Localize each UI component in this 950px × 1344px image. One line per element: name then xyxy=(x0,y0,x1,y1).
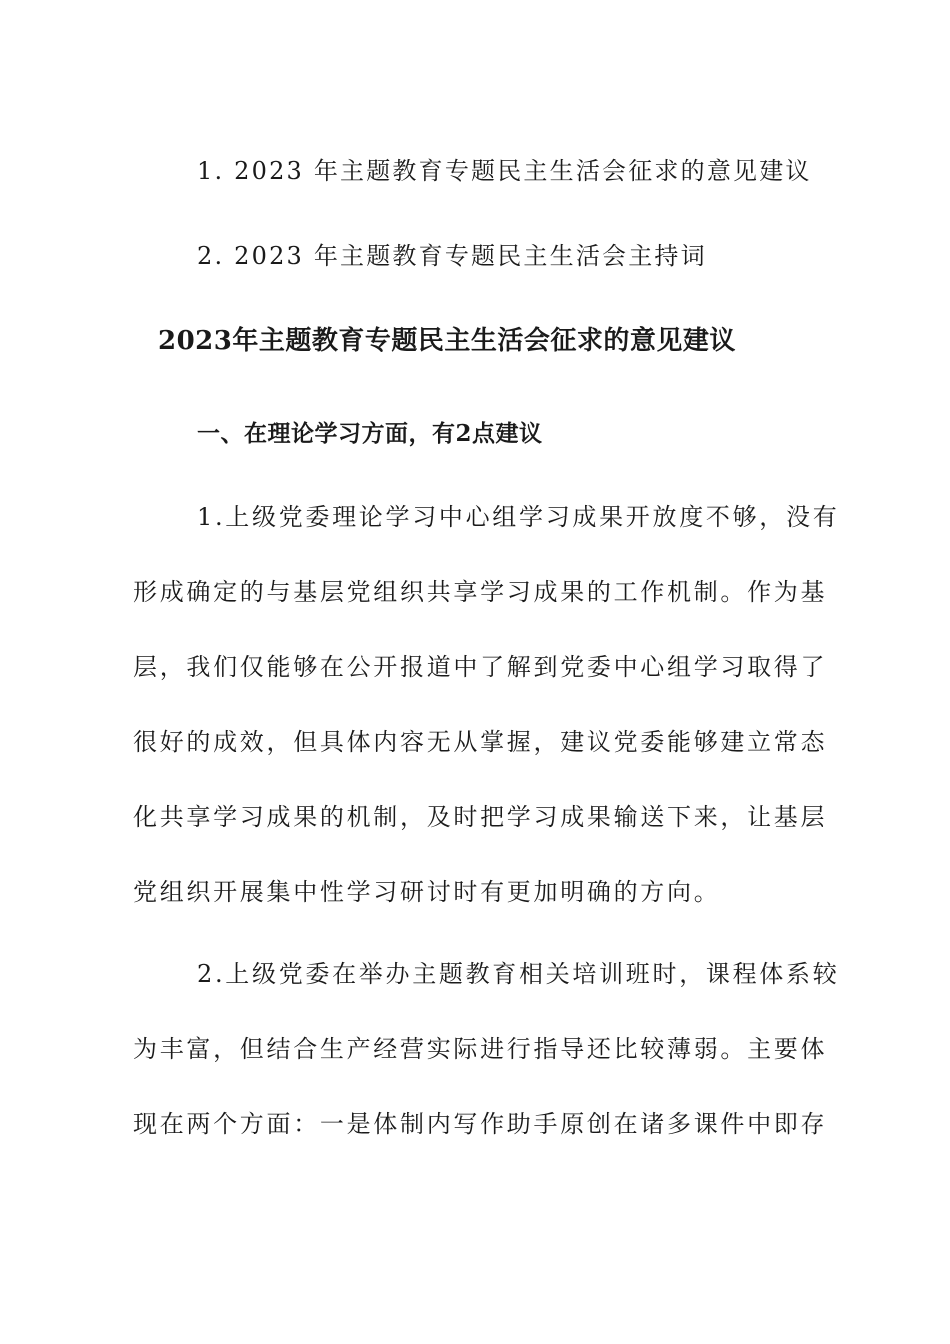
paragraph-line: 层，我们仅能够在公开报道中了解到党委中心组学习取得了 xyxy=(133,653,828,681)
document-title: 2023年主题教育专题民主生活会征求的意见建议 xyxy=(158,326,736,356)
paragraph-line: 形成确定的与基层党组织共享学习成果的工作机制。作为基 xyxy=(133,578,828,606)
toc-item-1: 1. 2023 年主题教育专题民主生活会征求的意见建议 xyxy=(197,157,812,185)
paragraph-line: 党组织开展集中性学习研讨时有更加明确的方向。 xyxy=(133,878,721,906)
paragraph-line: 为丰富，但结合生产经营实际进行指导还比较薄弱。主要体 xyxy=(133,1035,828,1063)
paragraph-line: 现在两个方面：一是体制内写作助手原创在诸多课件中即存 xyxy=(133,1110,828,1138)
section-heading: 一、在理论学习方面，有2点建议 xyxy=(197,420,543,447)
paragraph-line: 2.上级党委在举办主题教育相关培训班时，课程体系较 xyxy=(197,960,840,988)
paragraph-line: 很好的成效，但具体内容无从掌握，建议党委能够建立常态 xyxy=(133,728,828,756)
paragraph-line: 化共享学习成果的机制，及时把学习成果输送下来，让基层 xyxy=(133,803,828,831)
toc-item-2: 2. 2023 年主题教育专题民主生活会主持词 xyxy=(197,242,707,270)
paragraph-line: 1.上级党委理论学习中心组学习成果开放度不够，没有 xyxy=(197,503,840,531)
